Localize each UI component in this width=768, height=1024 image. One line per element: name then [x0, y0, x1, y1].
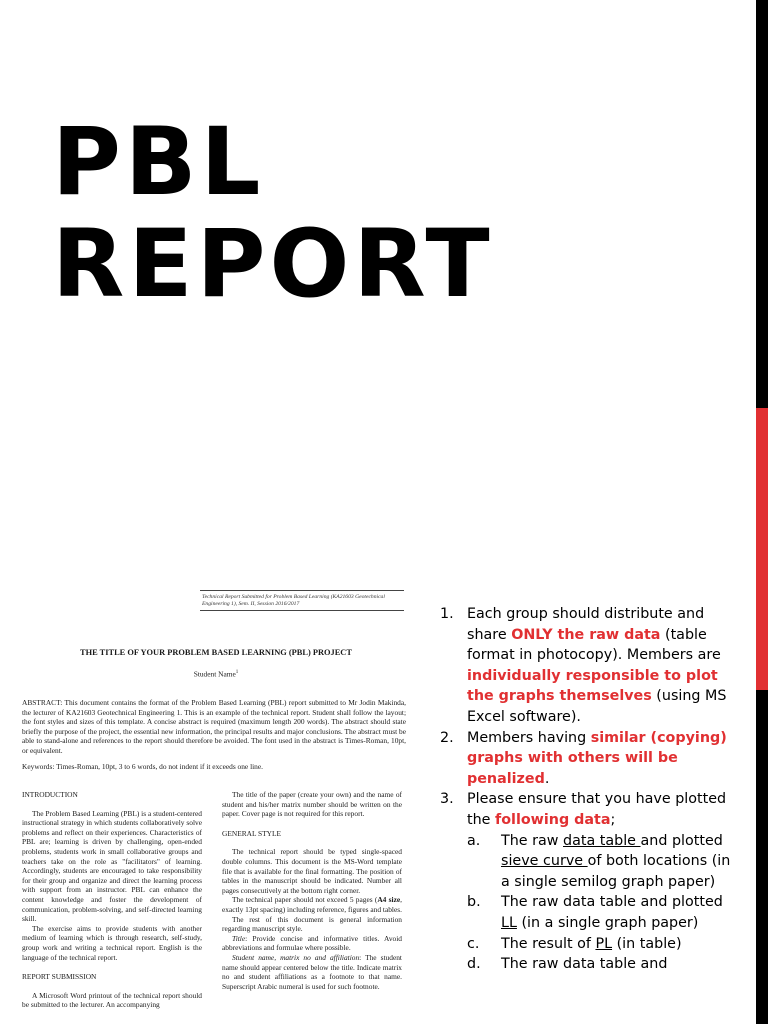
sub-list-item	[467, 934, 740, 955]
list-item	[440, 728, 740, 790]
sub-item-text	[501, 934, 740, 955]
underlined-text: PL	[595, 935, 613, 952]
underlined-text: LL	[501, 914, 517, 931]
title-rule-label: Title	[232, 933, 246, 943]
text-run: The raw	[501, 832, 564, 849]
item-number: 3.	[440, 791, 454, 808]
right-paragraph-1: The title of the paper (create your own) and the name of student and his/her matrix number should be written on the paper. Cover page is not required for this report.	[222, 790, 402, 819]
title-rule-paragraph	[222, 934, 402, 953]
highlight-text: following data	[495, 811, 611, 828]
paper-title: THE TITLE OF YOUR PROBLEM BASED LEARNING (PBL) PROJECT	[80, 648, 352, 657]
accent-bar	[756, 408, 768, 690]
sub-item-letter: b.	[467, 894, 481, 911]
intro-paragraph-1: The Problem Based Learning (PBL) is a student-centered instructional strategy in which students collaboratively solve problems and reflect on their experiences. Characteristics of PBL are; learning is driven by challenging, open-ended problems, students work in small collaborative groups and teachers take on the role as "facilitators" of learning. Accordingly, students are encouraged to take responsibility for their group and organize and direct the learning process with support from an instructor. PBL can enhance the content knowledge and foster the development of communication, problem-solving, and self-directed learning skill.	[22, 808, 202, 924]
paper-abstract: ABSTRACT: This document contains the format of the Problem Based Learning (PBL) report submitted to Mr Jodin Makinda, the lecturer of KA21603 Geotechnical Engineering 1. This is an example of the technical report. Student shall follow the layout; the font styles and sizes of this template. A concise abstract is required (maximum length 200 words). The abstract should state briefly the purpose of the project, the essential new information, the principal results and major conclusions. The abstract must be able to stand-alone and references to the report should therefore be avoided. The font used in the abstract is Times-Roman, 10pt, or equivalent.	[22, 698, 406, 755]
title-line-1: PBL	[52, 108, 265, 217]
text-run: The raw data table and	[501, 956, 668, 973]
paper-left-column	[22, 790, 202, 1010]
item-text	[467, 728, 740, 790]
text-run: Each group should distribute and share	[467, 606, 705, 643]
sub-item-letter: d.	[467, 956, 481, 973]
intro-paragraph-2: The exercise aims to provide students with another medium of learning which is through research, self-study, group work and writing a technical report. English is the language of the technical report.	[22, 923, 202, 962]
paper-keywords: Keywords: Times-Roman, 10pt, 3 to 6 words, do not indent if it exceeds one line.	[22, 762, 263, 771]
item-number: 1.	[440, 606, 454, 622]
style-p2-bold: A4 size	[377, 895, 401, 905]
title-rule-text: : Provide concise and informative titles. Avoid abbreviations and formulae where possible.	[222, 933, 402, 953]
text-run: The result of	[501, 935, 596, 952]
underlined-text: sieve curve	[501, 853, 588, 870]
author-name: Student Name	[193, 669, 236, 679]
name-rule-label: Student name, matrix no and affiliation	[232, 952, 360, 962]
highlight-text: individually responsible to plot the graphs themselves	[467, 667, 718, 705]
sub-list-item	[467, 892, 740, 933]
list-item	[440, 604, 740, 728]
name-rule-text: : The student name should appear centered below the title. Indicate matrix no and student affiliations as a footnote to that name. Superscript Arabic numeral is used for such footnote.	[222, 952, 402, 991]
text-run: (in table)	[612, 935, 682, 952]
section-heading-introduction: INTRODUCTION	[22, 790, 78, 799]
highlight-text: ONLY the raw data	[511, 626, 661, 643]
item-text	[467, 789, 740, 974]
sub-item-text	[501, 954, 740, 975]
text-run: Please ensure that you have plotted the	[467, 791, 727, 828]
text-run: The raw data table and plotted	[501, 894, 723, 911]
text-run: Members having	[467, 729, 591, 746]
text-run: (in a single graph paper)	[516, 914, 699, 931]
sub-list-item	[467, 831, 740, 893]
paper-right-column	[222, 790, 402, 991]
style-paragraph-3: The rest of this document is general information regarding manuscript style.	[222, 914, 402, 934]
instructions-list	[440, 604, 740, 975]
item-text	[467, 604, 740, 728]
section-heading-general-style: GENERAL STYLE	[222, 828, 282, 838]
sub-item-letter: c.	[467, 935, 480, 952]
text-run: (table format in photocopy). Members are	[467, 626, 721, 664]
sub-list-item	[467, 954, 740, 975]
paper-header: Technical Report Submitted for Problem Based Learning (KA21603 Geotechnical Engineering 1), Sem. II, Session 2016/2017	[202, 594, 385, 607]
name-rule-paragraph	[222, 953, 402, 991]
list-item	[440, 789, 740, 974]
section-heading-submission: REPORT SUBMISSION	[22, 972, 97, 982]
title-line-2: REPORT	[52, 210, 494, 319]
text-run: of both locations (in a single semilog graph paper)	[501, 853, 731, 890]
text-run: ;	[610, 811, 616, 828]
text-run: .	[544, 770, 550, 787]
header-rule-top	[200, 590, 404, 591]
sub-item-letter: a.	[467, 832, 481, 849]
item-number: 2.	[440, 729, 454, 746]
text-run: (using MS Excel software).	[467, 688, 727, 725]
underlined-text: data table	[563, 832, 641, 849]
style-p2-text-a: The technical paper should not exceed 5 pages (	[232, 895, 378, 905]
sub-item-text	[501, 831, 740, 893]
text-run: and plotted	[640, 832, 723, 849]
style-paragraph-2	[222, 895, 402, 914]
author-footnote-mark: 1	[235, 670, 239, 675]
paper-author	[18, 668, 414, 679]
style-p2-text-b: , exactly 13pt spacing) including reference, figures and tables.	[222, 895, 402, 914]
highlight-text: similar (copying) graphs with others will be penalized	[467, 729, 727, 787]
sub-item-text	[501, 892, 740, 933]
submission-paragraph-1: A Microsoft Word printout of the technical report should be submitted to the lecturer. An accompanying	[22, 990, 202, 1010]
header-rule-bottom	[200, 610, 404, 611]
paper-thumbnail	[18, 584, 414, 1024]
slide-title	[52, 108, 494, 319]
style-paragraph-1: The technical report should be typed single-spaced double columns. This document is the MS-Word template file that is available for the final formatting. The position of tables in the manuscript should be indicated. Number all pages consecutively at the bottom right corner.	[222, 847, 402, 895]
